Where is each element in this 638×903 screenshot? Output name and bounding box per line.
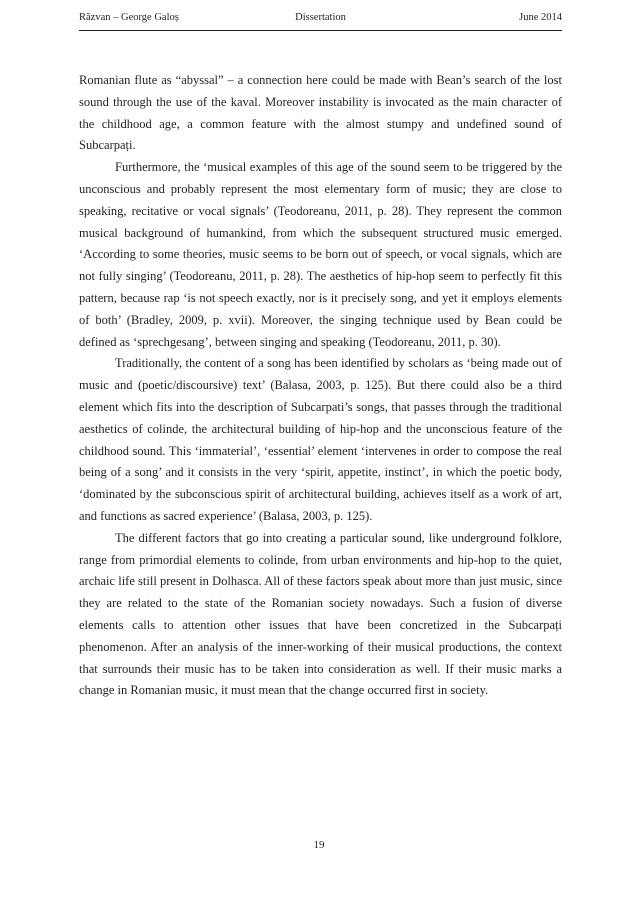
header-author: Răzvan – George Galoș	[79, 12, 179, 23]
paragraph-1: Romanian flute as “abyssal” – a connection here could be made with Bean’s search of the lost sound through the use of the kaval. Moreover instability is invocated as the main character of the childhood age, a common feature with the almost stumpy and undefined sound of Subcarpați.	[79, 73, 562, 153]
header-title: Dissertation	[295, 12, 346, 23]
header-divider	[79, 30, 562, 31]
page-header	[79, 10, 562, 26]
paragraph-3: Traditionally, the content of a song has been identified by scholars as ‘being made out of music and (poetic/discoursive) text’ (Balasa, 2003, p. 125). But there could also be a third element which fits into the description of Subcarpati’s songs, that passes through the traditional aesthetics of colinde, the architectural building of hip-hop and the unconscious feature of the childhood sound. This ‘immaterial’, ‘essential’ element ‘intervenes in order to compose the real being of a song’ and it consists in the very ‘spirit, appetite, instinct’, in which the poetic body, ‘dominated by the subconscious spirit of architectural building, achieves itself as a work of art, and functions as sacred experience’ (Balasa, 2003, p. 125).	[79, 356, 562, 523]
body-text	[79, 70, 562, 702]
header-date: June 2014	[519, 12, 562, 23]
paragraph-4: The different factors that go into creating a particular sound, like underground folklore, range from primordial elements to colinde, from urban environments and hip-hop to the quiet, archaic life still present in Dolhasca. All of these factors speak about more than just music, since they are related to the state of the Romanian society nowadays. Such a fusion of diverse elements calls to attention other issues that have been concretized in the Subcarpați phenomenon. After an analysis of the inner-working of their musical productions, the context that surrounds their music has to be taken into consideration as well. If their music marks a change in Romanian music, it must mean that the change occurred first in society.	[79, 530, 562, 698]
page-number: 19	[313, 839, 325, 851]
paragraph-2: Furthermore, the ‘musical examples of this age of the sound seem to be triggered by the unconscious and probably represent the most elementary form of music; they are close to speaking, recitative or vocal signals’ (Teodoreanu, 2011, p. 28). They represent the common musical background of humankind, from which the subsequent structured music emerged. ‘According to some theories, music seems to be born out of speech, or vocal signals, which are not fully singing’ (Teodoreanu, 2011, p. 28). The aesthetics of hip-hop seem to perfectly fit this pattern, because rap ‘is not speech exactly, nor is it precisely song, and yet it employs elements of both’ (Bradley, 2009, p. xvii). Moreover, the singing technique used by Bean could be defined as ‘sprechgesang’, between singing and speaking (Teodoreanu, 2011, p. 30).	[79, 160, 562, 349]
